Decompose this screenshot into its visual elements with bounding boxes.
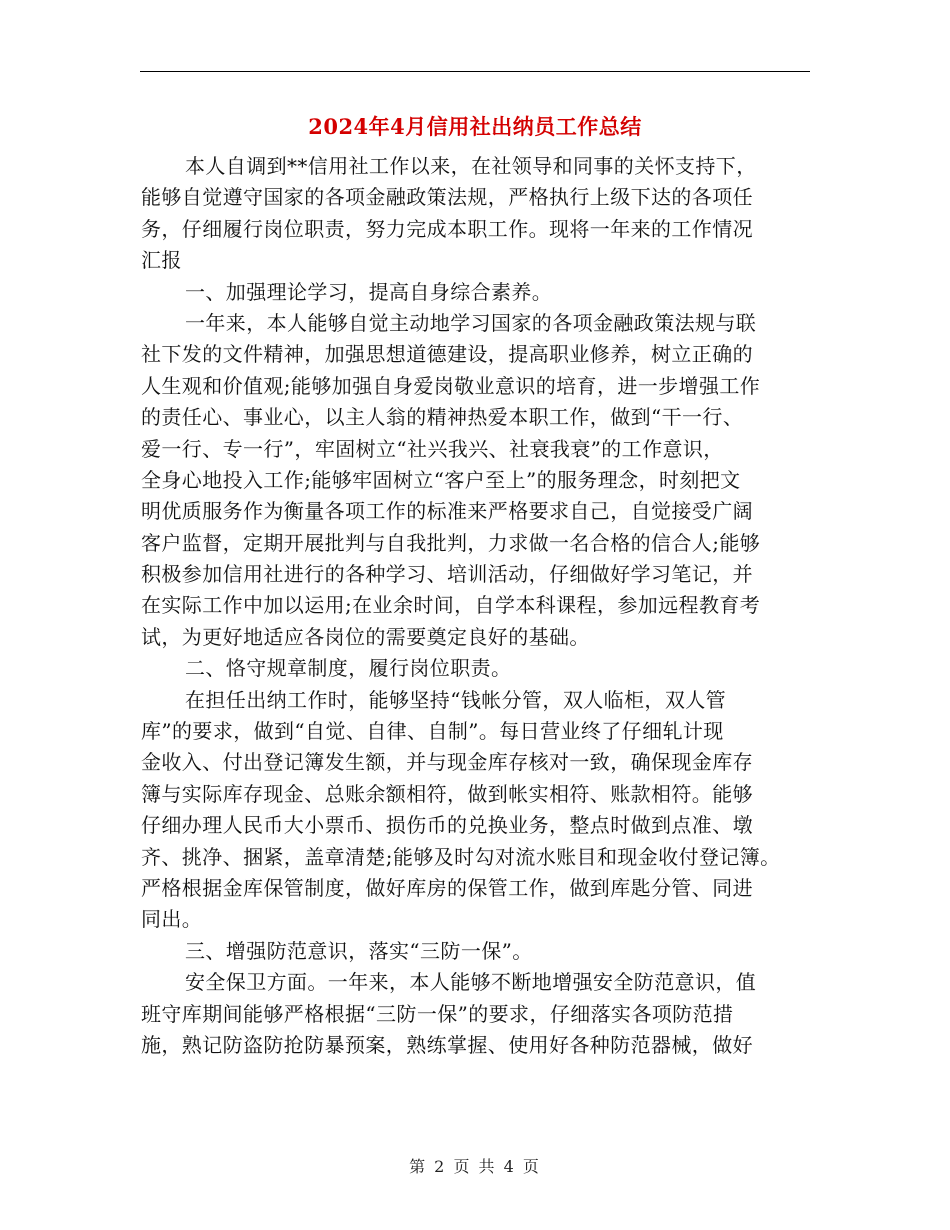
text-line: 严格根据金库保管制度，做好库房的保管工作，做到库匙分管、同进 <box>141 875 753 900</box>
text-line: 二、恪守规章制度，履行岗位职责。 <box>185 656 512 681</box>
text-line: 能够自觉遵守国家的各项金融政策法规，严格执行上级下达的各项任 <box>141 185 753 210</box>
text-line: 汇报 <box>141 248 182 273</box>
text-line: 一、加强理论学习，提高自身综合素养。 <box>185 279 553 304</box>
text-line: 的责任心、事业心，以主人翁的精神热爱本职工作，做到“干一行、 <box>141 405 744 430</box>
text-line: 务，仔细履行岗位职责，努力完成本职工作。现将一年来的工作情况 <box>141 216 753 241</box>
text-line: 爱一行、专一行”，牢固树立“社兴我兴、社衰我衰”的工作意识， <box>141 436 724 461</box>
text-line: 社下发的文件精神，加强思想道德建设，提高职业修养，树立正确的 <box>141 342 753 367</box>
text-line: 人生观和价值观;能够加强自身爱岗敬业意识的培育，进一步增强工作 <box>141 373 761 398</box>
text-line: 金收入、付出登记簿发生额，并与现金库存核对一致，确保现金库存 <box>141 750 753 775</box>
document-title: 2024年4月信用社出纳员工作总结 <box>308 114 642 139</box>
text-line: 试，为更好地适应各岗位的需要奠定良好的基础。 <box>141 624 590 649</box>
text-line: 明优质服务作为衡量各项工作的标准来严格要求自己，自觉接受广阔 <box>141 499 753 524</box>
text-line: 全身心地投入工作;能够牢固树立“客户至上”的服务理念，时刻把文 <box>141 467 741 492</box>
text-line: 在实际工作中加以运用;在业余时间，自学本科课程，参加远程教育考 <box>141 593 761 618</box>
text-line: 三、增强防范意识，落实“三防一保”。 <box>185 938 533 963</box>
text-line: 施，熟记防盗防抢防暴预案，熟练掌握、使用好各种防范器械，做好 <box>141 1032 753 1057</box>
text-line: 积极参加信用社进行的各种学习、培训活动，仔细做好学习笔记，并 <box>141 562 753 587</box>
text-line: 客户监督，定期开展批判与自我批判，力求做一名合格的信合人;能够 <box>141 530 761 555</box>
header-rule <box>140 71 810 72</box>
text-line: 库”的要求，做到“自觉、自律、自制”。每日营业终了仔细轧计现 <box>141 719 724 744</box>
text-line: 齐、挑净、捆紧，盖章清楚;能够及时勾对流水账目和现金收付登记簿。 <box>141 844 781 869</box>
text-line: 班守库期间能够严格根据“三防一保”的要求，仔细落实各项防范措 <box>141 1001 734 1026</box>
text-line: 一年来，本人能够自觉主动地学习国家的各项金融政策法规与联 <box>185 310 757 335</box>
text-line: 本人自调到**信用社工作以来，在社领导和同事的关怀支持下， <box>185 154 757 178</box>
text-line: 在担任出纳工作时，能够坚持“钱帐分管，双人临柜，双人管 <box>185 687 727 712</box>
text-line: 簿与实际库存现金、总账余额相符，做到帐实相符、账款相符。能够 <box>141 781 753 806</box>
text-line: 同出。 <box>141 907 203 932</box>
text-line: 安全保卫方面。一年来，本人能够不断地增强安全防范意识，值 <box>185 970 757 995</box>
document-body <box>141 151 813 1061</box>
page-number: 第 2 页 共 4 页 <box>409 1157 541 1176</box>
text-line: 仔细办理人民币大小票币、损伤币的兑换业务，整点时做到点准、墩 <box>141 813 753 838</box>
